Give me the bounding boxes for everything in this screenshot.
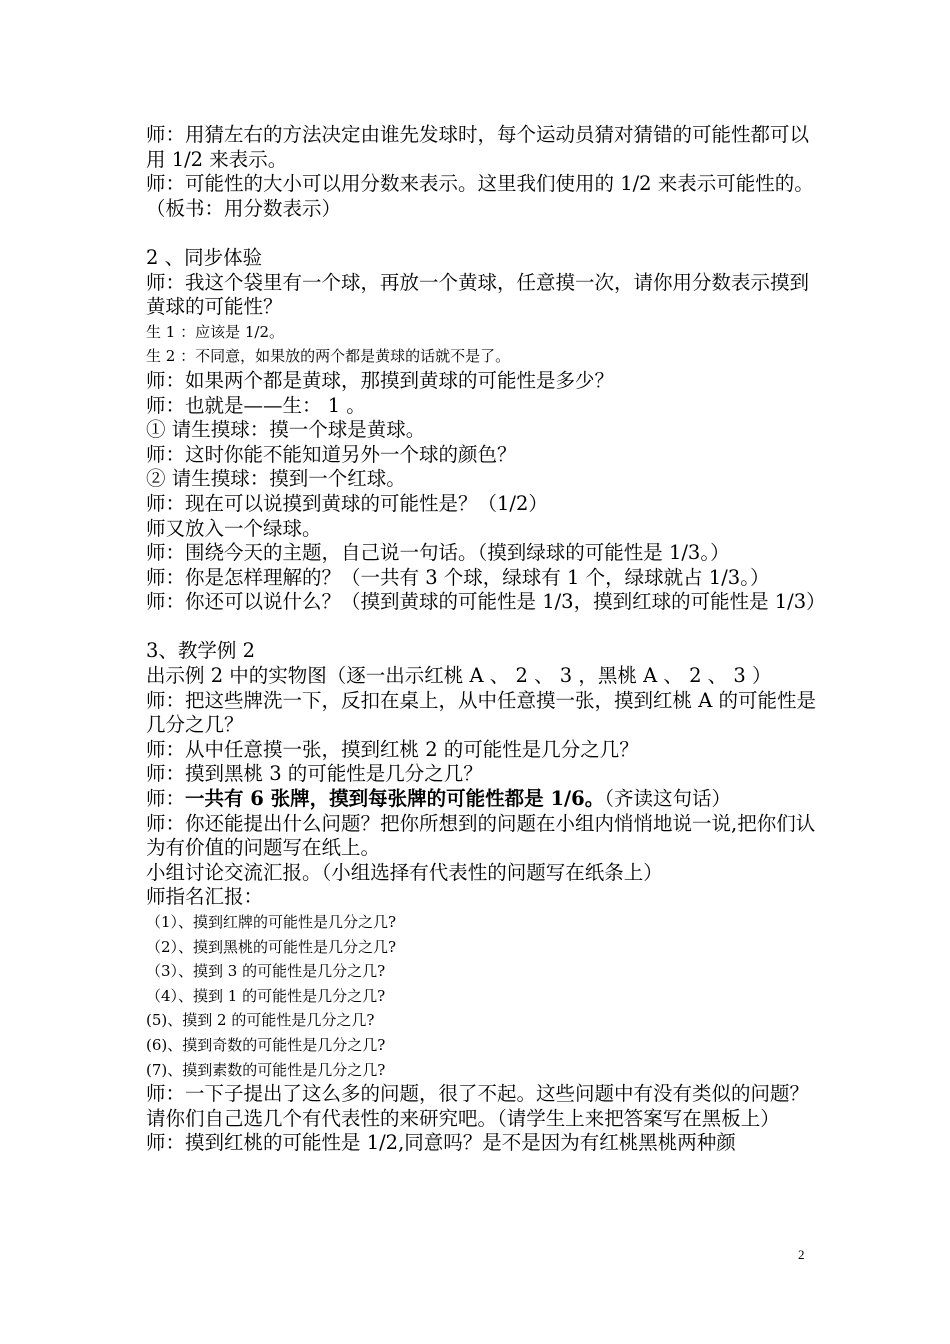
- paragraph: 师：摸到黑桃 3 的可能性是几分之几？: [146, 762, 483, 786]
- paragraph-with-bold: [146, 787, 826, 812]
- paragraph: 师：我这个袋里有一个球，再放一个黄球，任意摸一次，请你用分数表示摸到黄球的可能性？: [146, 270, 810, 319]
- paragraph: 师：如果两个都是黄球，那摸到黄球的可能性是多少？: [146, 368, 615, 392]
- small-paragraph: （4）、摸到 1 的可能性是几分之几?: [146, 986, 386, 1005]
- paragraph: 师：可能性的大小可以用分数来表示。这里我们使用的 1/2 来表示可能性的。（板书：用分数表示）: [146, 172, 814, 220]
- paragraph: 师：从中任意摸一张，摸到红桃 2 的可能性是几分之几？: [146, 737, 639, 761]
- page-number: 2: [798, 1247, 805, 1262]
- paragraph: 师：你还可以说什么？（摸到黄球的可能性是 1/3，摸到红球的可能性是 1/3）: [146, 590, 826, 614]
- small-paragraph: (6)、摸到奇数的可能性是几分之几?: [146, 1035, 386, 1054]
- paragraph: 师：围绕今天的主题，自己说一句话。（摸到绿球的可能性是 1/3。）: [146, 541, 730, 565]
- paragraph: 师：也就是——生： 1 。: [146, 393, 366, 417]
- paragraph: 师指名汇报：: [146, 885, 264, 909]
- paragraph: 出示例 2 中的实物图（逐一出示红桃 A 、 2 、 3 ，黑桃 A 、 2 、 3 ）: [146, 664, 772, 688]
- speaker-label: 师：: [146, 787, 186, 811]
- paragraph: 师：用猜左右的方法决定由谁先发球时，每个运动员猜对猜错的可能性都可以用 1/2 来表示。: [146, 123, 810, 171]
- paragraph: 师：你还能提出什么问题？把你所想到的问题在小组内悄悄地说一说,把你们认为有价值的问题写在纸上。: [146, 811, 816, 860]
- paragraph: ② 请生摸球：摸到一个红球。: [146, 467, 406, 491]
- paragraph: 小组讨论交流汇报。（小组选择有代表性的问题写在纸条上）: [146, 860, 663, 884]
- paragraph: 师：这时你能不能知道另外一个球的颜色？: [146, 442, 517, 466]
- bold-statement: 一共有 6 张牌，摸到每张牌的可能性都是 1/6。: [185, 787, 605, 811]
- small-paragraph: （2）、摸到黑桃的可能性是几分之几?: [146, 937, 397, 956]
- trailing-note: （齐读这句话）: [604, 787, 731, 811]
- paragraph: 师：摸到红桃的可能性是 1/2,同意吗？是不是因为有红桃黑桃两种颜: [146, 1131, 736, 1155]
- small-paragraph: 生 1 ：应该是 1/2。: [146, 322, 284, 341]
- paragraph: 师：一下子提出了这么多的问题，很了不起。这些问题中有没有类似的问题？请你们自己选几个有代表性的来研究吧。（请学生上来把答案写在黑板上）: [146, 1082, 810, 1130]
- small-paragraph: （1）、摸到红牌的可能性是几分之几?: [146, 913, 397, 931]
- paragraph: 师：你是怎样理解的？（一共有 3 个球，绿球有 1 个，绿球就占 1/3。）: [146, 565, 770, 589]
- paragraph-gap: [146, 615, 826, 640]
- small-paragraph: 生 2 ：不同意，如果放的两个都是黄球的话就不是了。: [146, 347, 511, 366]
- paragraph: 师：现在可以说摸到黄球的可能性是？（1/2）: [146, 491, 548, 515]
- paragraph: 师又放入一个绿球。: [146, 516, 322, 540]
- small-paragraph: （3）、摸到 3 的可能性是几分之几?: [146, 962, 386, 981]
- paragraph: 师：把这些牌洗一下，反扣在桌上，从中任意摸一张，摸到红桃 A 的可能性是几分之几？: [146, 688, 816, 737]
- paragraph: 3、教学例 2: [146, 639, 256, 663]
- small-paragraph: (5)、摸到 2 的可能性是几分之几?: [146, 1011, 375, 1030]
- paragraph: ① 请生摸球：摸一个球是黄球。: [146, 418, 426, 442]
- small-paragraph: (7)、摸到素数的可能性是几分之几?: [146, 1060, 386, 1079]
- paragraph: 2 、同步体验: [146, 245, 263, 269]
- document-body: [146, 123, 826, 1156]
- paragraph-gap: [146, 221, 826, 246]
